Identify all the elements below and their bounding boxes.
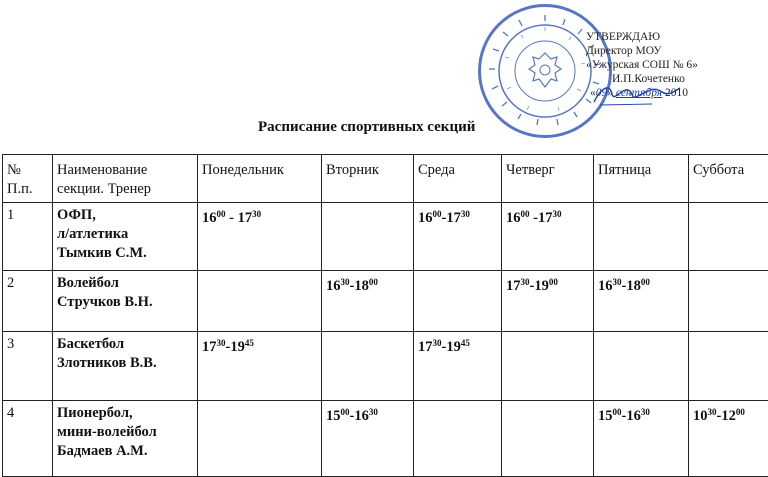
time-part: 00 (641, 277, 650, 287)
time-part: 16 (626, 408, 641, 424)
row-number: 1 (3, 203, 53, 271)
time-part: 16 (326, 278, 341, 294)
time-slot-tuesday (322, 203, 414, 271)
time-part: 30 (552, 209, 561, 219)
section-name-line: л/атлетика (57, 226, 128, 242)
time-part: 30 (341, 277, 350, 287)
time-slot-thursday (502, 332, 594, 401)
time-part: 17 (506, 278, 521, 294)
time-slot-thursday (502, 401, 594, 477)
row-number: 4 (3, 401, 53, 477)
header-number (3, 155, 53, 203)
row-number: 3 (3, 332, 53, 401)
time-part: 30 (252, 209, 261, 219)
time-slot-tuesday (322, 332, 414, 401)
time-part: - (350, 408, 355, 424)
time-part: 00 (613, 407, 622, 417)
time-part: 30 (433, 338, 442, 348)
time-part: 15 (326, 408, 341, 424)
time-slot-monday (198, 271, 322, 332)
time-part: 00 (217, 209, 226, 219)
section-name-line: Тымкив С.М. (57, 245, 147, 261)
table-row (3, 332, 768, 401)
section-name-line: Пионербол, (57, 405, 133, 421)
header-number-b: П.п. (7, 181, 32, 197)
time-slot-saturday (689, 401, 768, 477)
time-part: - (717, 408, 722, 424)
document-title: Расписание спортивных секций (258, 119, 475, 136)
time-part: 15 (598, 408, 613, 424)
time-part: 30 (613, 277, 622, 287)
time-part: - (442, 339, 447, 355)
time-part: 17 (446, 210, 461, 226)
time-part: - (226, 339, 231, 355)
header-saturday: Суббота (689, 155, 768, 203)
header-number-a: № (7, 162, 21, 178)
time-part: - (226, 210, 238, 226)
time-slot-wednesday (414, 271, 502, 332)
section-name-line: мини-волейбол (57, 424, 157, 440)
time-part: 17 (202, 339, 217, 355)
time-slot-tuesday (322, 271, 414, 332)
header-section (53, 155, 198, 203)
table-row (3, 271, 768, 332)
time-part: 16 (354, 408, 369, 424)
time-part: - (442, 210, 447, 226)
header-section-b: секции. Тренер (57, 181, 151, 197)
time-slot-monday (198, 203, 322, 271)
time-part: 10 (693, 408, 708, 424)
time-part: - (530, 278, 535, 294)
time-part: 17 (418, 339, 433, 355)
time-slot-friday (594, 332, 689, 401)
time-part: 19 (534, 278, 549, 294)
approval-date-day: 09 (596, 87, 608, 99)
time-slot-saturday (689, 332, 768, 401)
time-slot-saturday (689, 271, 768, 332)
time-slot-wednesday (414, 203, 502, 271)
time-part: 00 (369, 277, 378, 287)
time-slot-wednesday (414, 332, 502, 401)
time-part: 45 (245, 338, 254, 348)
time-slot-thursday (502, 271, 594, 332)
time-part: 30 (708, 407, 717, 417)
time-part: 17 (238, 210, 253, 226)
time-part: - (350, 278, 355, 294)
time-part: 16 (506, 210, 521, 226)
time-slot-thursday (502, 203, 594, 271)
time-part: 30 (217, 338, 226, 348)
table-header-row (3, 155, 768, 203)
section-name-line: Бадмаев А.М. (57, 443, 148, 459)
time-part: 19 (446, 339, 461, 355)
time-part: 30 (641, 407, 650, 417)
time-part: 30 (461, 209, 470, 219)
header-thursday: Четверг (502, 155, 594, 203)
section-name (53, 332, 198, 401)
time-slot-friday (594, 203, 689, 271)
approval-date: «09» сентября 2010 (586, 86, 698, 100)
header-wednesday: Среда (414, 155, 502, 203)
time-part: 00 (433, 209, 442, 219)
approval-date-month: сентября (616, 87, 662, 99)
header-section-a: Наименование (57, 162, 147, 178)
time-part: - (622, 278, 627, 294)
section-name (53, 203, 198, 271)
approval-date-year: 2010 (665, 87, 688, 99)
time-part: - (530, 210, 538, 226)
time-slot-friday (594, 271, 689, 332)
approval-school: «Ужурская СОШ № 6» (586, 58, 698, 72)
approval-director-name: И.П.Кочетенко (586, 72, 698, 86)
time-part: 30 (369, 407, 378, 417)
time-part: 00 (736, 407, 745, 417)
time-slot-monday (198, 332, 322, 401)
director-signature-icon (592, 80, 682, 106)
approval-position: Директор МОУ (586, 44, 698, 58)
time-slot-wednesday (414, 401, 502, 477)
time-slot-monday (198, 401, 322, 477)
time-part: 16 (202, 210, 217, 226)
time-part: 18 (354, 278, 369, 294)
header-monday: Понедельник (198, 155, 322, 203)
section-name-line: ОФП, (57, 207, 96, 223)
time-part: 00 (341, 407, 350, 417)
time-part: 16 (418, 210, 433, 226)
time-part: 16 (598, 278, 613, 294)
time-part: 18 (626, 278, 641, 294)
time-part: 00 (549, 277, 558, 287)
section-name-line: Баскетбол (57, 336, 124, 352)
section-name-line: Волейбол (57, 275, 119, 291)
time-part: 19 (230, 339, 245, 355)
time-part: - (622, 408, 627, 424)
schedule-table (2, 154, 768, 477)
header-tuesday: Вторник (322, 155, 414, 203)
section-name (53, 271, 198, 332)
approval-heading: УТВЕРЖДАЮ (586, 30, 698, 44)
time-part: 30 (521, 277, 530, 287)
time-slot-tuesday (322, 401, 414, 477)
section-name-line: Стручков В.Н. (57, 294, 153, 310)
time-part: 00 (521, 209, 530, 219)
table-row (3, 401, 768, 477)
time-part: 17 (538, 210, 553, 226)
time-slot-friday (594, 401, 689, 477)
section-name (53, 401, 198, 477)
table-row (3, 203, 768, 271)
time-part: 45 (461, 338, 470, 348)
section-name-line: Злотников В.В. (57, 355, 157, 371)
time-part: 12 (721, 408, 736, 424)
row-number: 2 (3, 271, 53, 332)
time-slot-saturday (689, 203, 768, 271)
header-friday: Пятница (594, 155, 689, 203)
